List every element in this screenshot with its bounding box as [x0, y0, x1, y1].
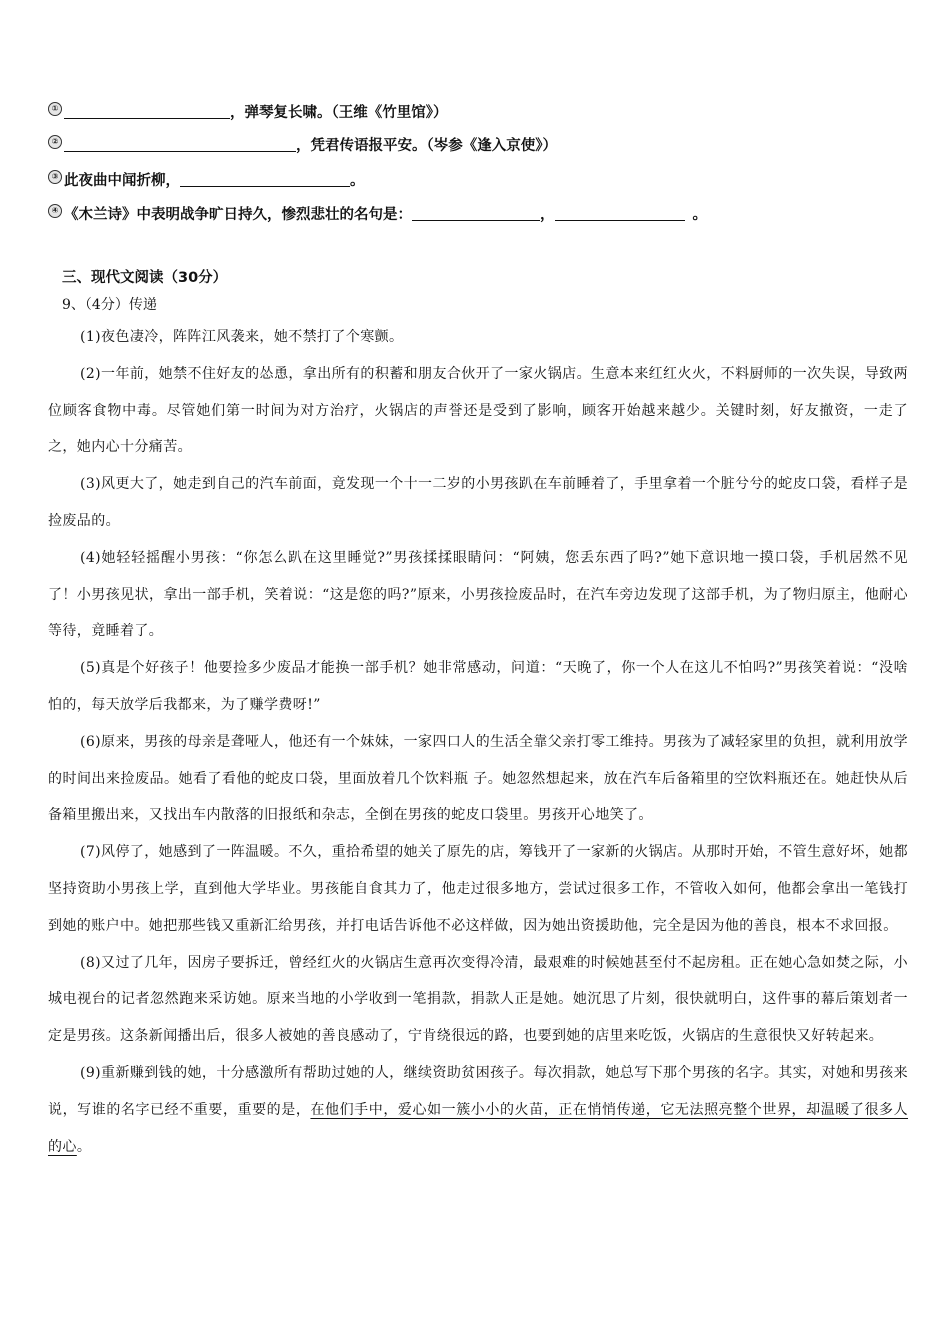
paragraph-8: (8)又过了几年，因房子要拆迁，曾经红火的火锅店生意再次变得冷清，最艰难的时候她甚至付不起房租。正在她心急如焚之际，小城电视台的记者忽然跑来采访她。原来当地的小学收到一笔捐款，捐款人正是她。她沉思了片刻，很快就明白，这件事的幕后策划者一定是男孩。这条新闻播出后，很多人被她的善良感动了，宁肯绕很远的路，也要到她的店里来吃饭，火锅店的生意很快又好转起来。 [48, 954, 908, 1045]
paragraph-1: (1)夜色凄冷，阵阵江风袭来，她不禁打了个寒颤。 [80, 329, 404, 345]
circled-number-icon: ② [48, 135, 62, 149]
paragraph-5: (5)真是个好孩子！他要捡多少废品才能换一部手机？她非常感动，问道：“天晚了，你一个人在这儿不怕吗?”男孩笑着说：“没啥怕的，每天放学后我都来，为了赚学费呀!” [48, 660, 908, 713]
circled-number-icon: ① [48, 102, 62, 116]
fill-blank-text: 。 [350, 173, 365, 189]
fill-blank-item-2 [48, 131, 557, 161]
reading-passage [48, 319, 908, 1165]
underlined-sentence: 在他们手中，爱心如一簇小小的火苗，正在悄悄传递，它无法照亮整个世界，却温暖了很多人的心 [48, 1101, 909, 1155]
paragraph-6: (6)原来，男孩的母亲是聋哑人，他还有一个妹妹，一家四口人的生活全靠父亲打零工维持。男孩为了减轻家里的负担，就利用放学的时间出来捡废品。她看了看他的蛇皮口袋，里面放着几个饮料瓶 子。她忽然想起来，放在汽车后备箱里的空饮料瓶还在。她赶快从后备箱里搬出来，又找出车内散落的旧报纸和杂志，全倒在男孩的蛇皮口袋里。男孩开心地笑了。 [48, 733, 908, 824]
fill-blank-item-4 [48, 200, 707, 230]
paragraph-3: (3)风更大了，她走到自己的汽车前面，竟发现一个十一二岁的小男孩趴在车前睡着了，手里拿着一个脏兮兮的蛇皮口袋，看样子是捡废品的。 [48, 476, 908, 529]
paragraph-7: (7)风停了，她感到了一阵温暖。不久，重拾希望的她关了原先的店，筹钱开了一家新的火锅店。从那时开始，不管生意好坏，她都坚持资助小男孩上学，直到他大学毕业。男孩能自食其力了，他走过很多地方，尝试过很多工作，不管收入如何，他都会拿出一笔钱打到她的账户中。她把那些钱又重新汇给男孩，并打电话告诉他不必这样做，因为她出资援助他，完全是因为他的善良，根本不求回报。 [48, 844, 908, 934]
answer-blank[interactable] [412, 200, 540, 221]
answer-blank[interactable] [180, 166, 350, 187]
fill-blank-text: ，弹琴复长啸。（王维《竹里馆》） [230, 105, 448, 121]
circled-number-icon: ③ [48, 170, 62, 184]
fill-blank-text: ，凭君传语报平安。（岑参《逢入京使》） [296, 138, 557, 154]
section-title: 三、现代文阅读（30分） [62, 270, 228, 286]
answer-blank[interactable] [64, 131, 296, 152]
fill-blank-text: ， [540, 207, 555, 223]
fill-blank-text: 《木兰诗》中表明战争旷日持久，惨烈悲壮的名句是： [64, 207, 412, 223]
paragraph-text: (9)重新赚到钱的她，十分感激所有帮助过她的人，继续资助贫困孩子。每次捐款，她总写下那个男孩的名字。其实，对她和男孩来说，写谁的名字已经不重要，重要的是， [48, 1064, 908, 1118]
question-title: 9、（4分）传递 [62, 297, 157, 313]
paragraph-text: 。 [76, 1138, 92, 1155]
answer-blank[interactable] [64, 98, 230, 119]
paragraph-4: (4)她轻轻摇醒小男孩：“你怎么趴在这里睡觉?”男孩揉揉眼睛问：“阿姨，您丢东西了吗?”她下意识地一摸口袋，手机居然不见了！小男孩见状，拿出一部手机，笑着说：“这是您的吗?”原来，小男孩捡废品时，在汽车旁边发现了这部手机，为了物归原主，他耐心等待，竟睡着了。 [48, 549, 908, 640]
paragraph-9 [48, 1055, 908, 1165]
fill-blank-text: 此夜曲中闻折柳， [64, 173, 180, 189]
fill-blank-item-3 [48, 166, 365, 196]
circled-number-icon: ④ [48, 204, 62, 218]
fill-blank-text: 。 [692, 207, 707, 223]
fill-blank-item-1 [48, 98, 448, 128]
paragraph-2: (2)一年前，她禁不住好友的怂恿，拿出所有的积蓄和朋友合伙开了一家火锅店。生意本来红红火火，不料厨师的一次失误，导致两位顾客食物中毒。尽管她们第一时间为对方治疗，火锅店的声誉还是受到了影响，顾客开始越来越少。关键时刻，好友撤资，一走了之，她内心十分痛苦。 [48, 365, 908, 456]
answer-blank[interactable] [555, 200, 685, 221]
